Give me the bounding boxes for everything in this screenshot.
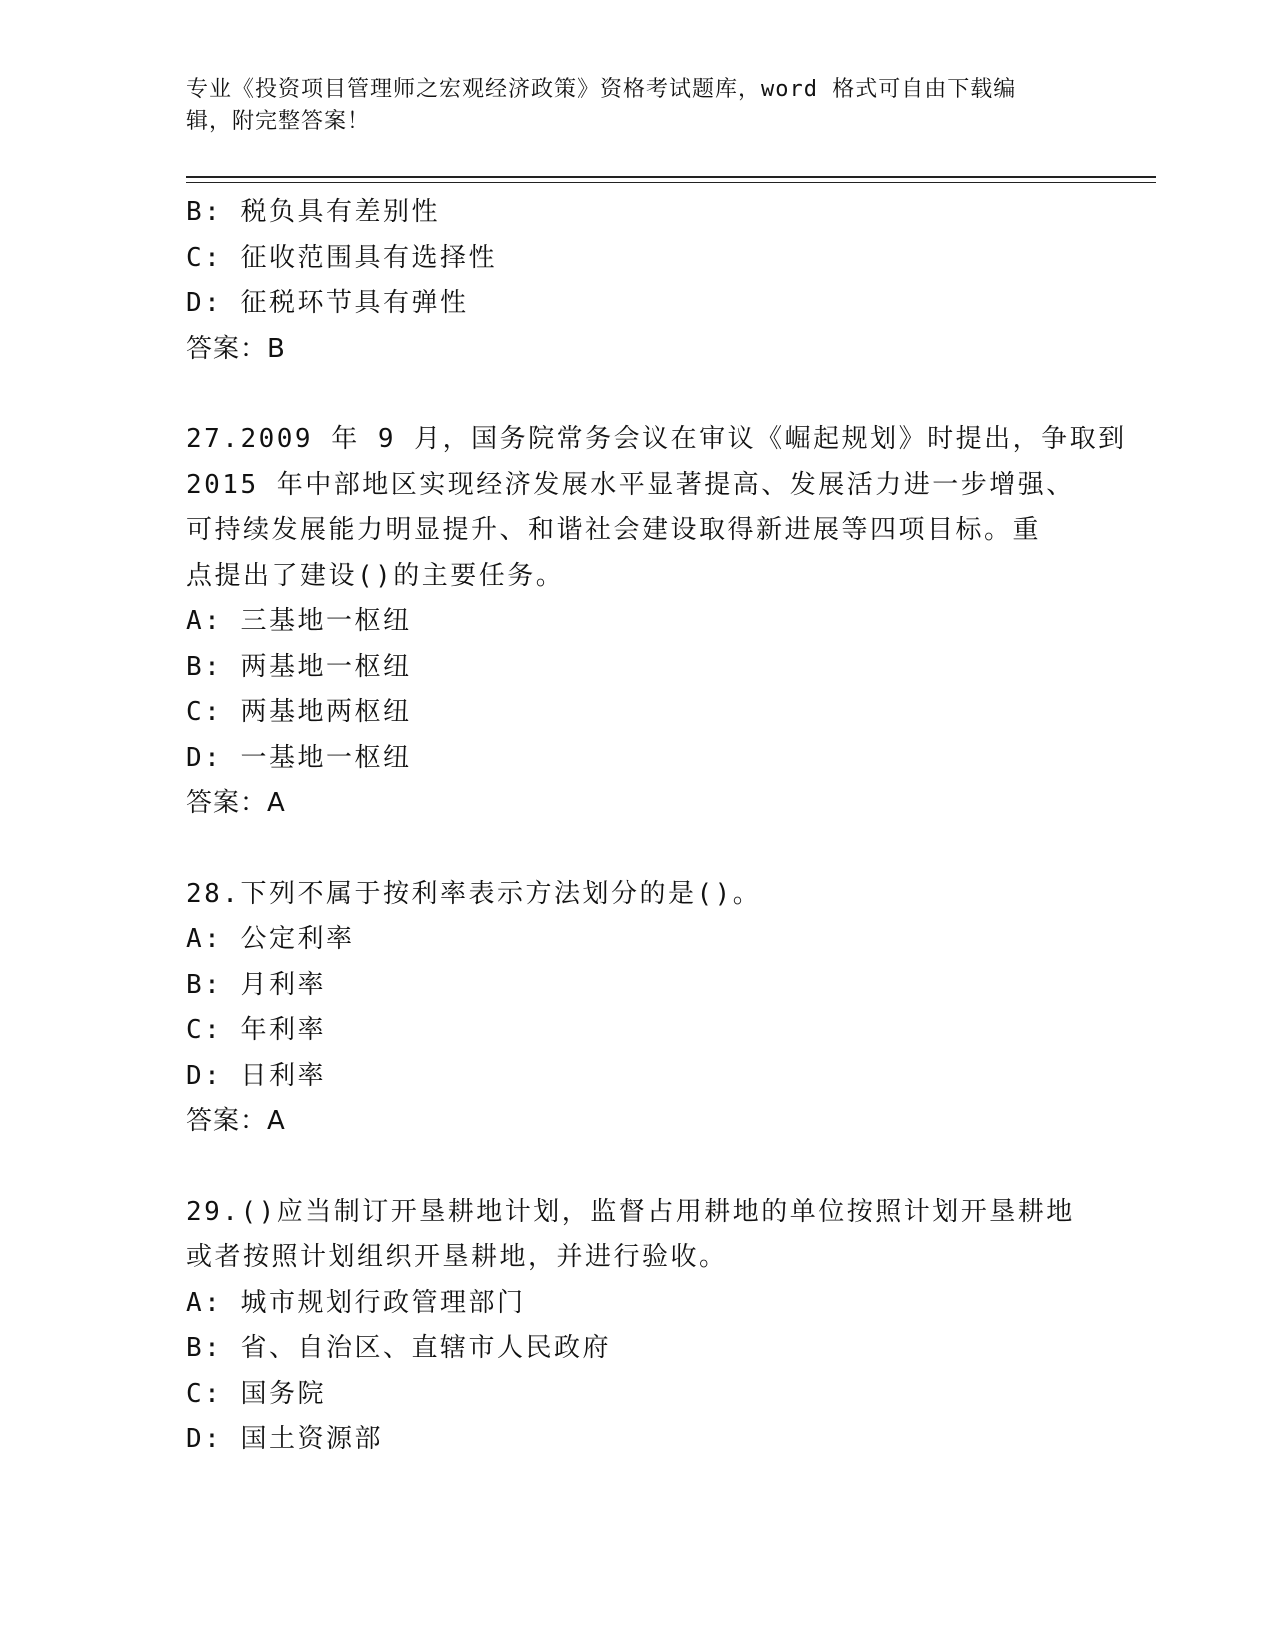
header-line-2: 辑，附完整答案！ <box>186 109 371 134</box>
option-a: A: 公定利率 <box>186 924 355 954</box>
question-stem-line: 或者按照计划组织开垦耕地，并进行验收。 <box>186 1242 728 1272</box>
option-d: D: 征税环节具有弹性 <box>186 288 469 318</box>
option-c: C: 两基地两枢纽 <box>186 697 412 727</box>
option-b: B: 税负具有差别性 <box>186 197 440 227</box>
answer: 答案：B <box>186 333 286 364</box>
header-rule-thick <box>186 176 1156 178</box>
question-26 <box>186 190 1086 372</box>
question-stem-line: 2015 年中部地区实现经济发展水平显著提高、发展活力进一步增强、 <box>186 469 1075 500</box>
option-c: C: 国务院 <box>186 1378 326 1409</box>
question-stem-line: 27.2009 年 9 月，国务院常务会议在审议《崛起规划》时提出，争取到 <box>186 424 1127 454</box>
answer: 答案：A <box>186 1106 286 1136</box>
question-stem-line: 28.下列不属于按利率表示方法划分的是()。 <box>186 878 762 909</box>
answer: 答案：A <box>186 788 286 818</box>
option-a: A: 城市规划行政管理部门 <box>186 1287 526 1318</box>
option-b: B: 省、自治区、直辖市人民政府 <box>186 1333 611 1363</box>
option-d: D: 国土资源部 <box>186 1424 383 1454</box>
document-header <box>186 74 1066 138</box>
option-a: A: 三基地一枢纽 <box>186 606 412 636</box>
question-stem-line: 点提出了建设()的主要任务。 <box>186 560 565 591</box>
header-line-1: 专业《投资项目管理师之宏观经济政策》资格考试题库，word 格式可自由下载编 <box>186 77 1017 102</box>
option-b: B: 月利率 <box>186 969 326 1000</box>
question-28 <box>186 872 1086 1145</box>
header-rule-thin <box>186 182 1156 183</box>
question-27 <box>186 417 1127 827</box>
option-c: C: 年利率 <box>186 1015 326 1045</box>
question-stem-line: 可持续发展能力明显提升、和谐社会建设取得新进展等四项目标。重 <box>186 515 1042 545</box>
question-29 <box>186 1190 1086 1463</box>
option-d: D: 日利率 <box>186 1060 326 1091</box>
option-d: D: 一基地一枢纽 <box>186 742 412 773</box>
question-stem-line: 29.()应当制订开垦耕地计划，监督占用耕地的单位按照计划开垦耕地 <box>186 1196 1075 1227</box>
question-content <box>186 190 1127 1463</box>
option-c: C: 征收范围具有选择性 <box>186 242 497 273</box>
option-b: B: 两基地一枢纽 <box>186 651 412 682</box>
